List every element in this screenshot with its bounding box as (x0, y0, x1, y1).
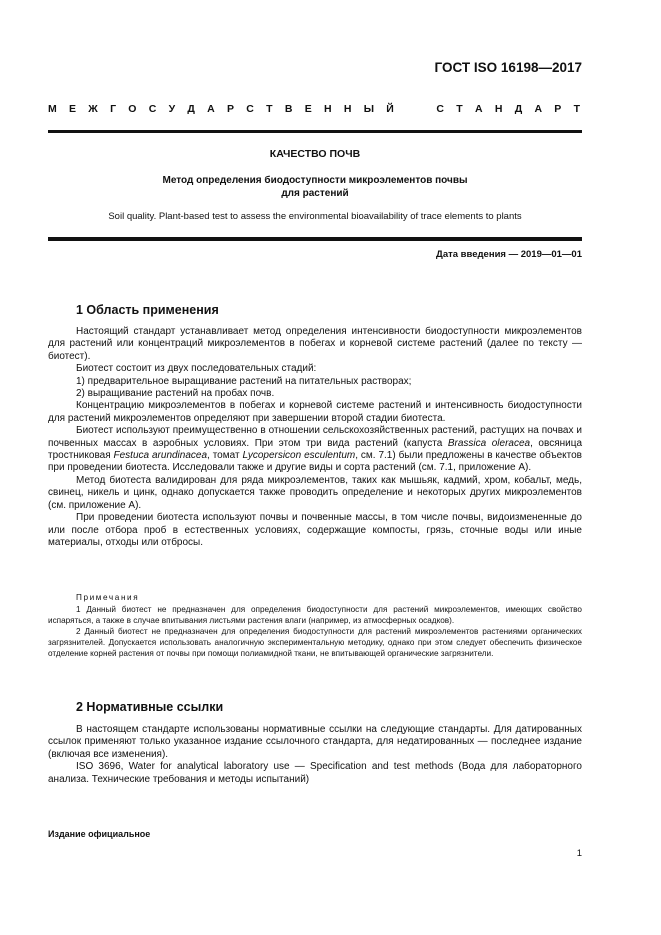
banner-letter: Р (227, 103, 235, 115)
edition-note: Издание официальное (48, 829, 151, 839)
species-name: Festuca arundinacea (113, 450, 208, 462)
document-code: ГОСТ ISO 16198—2017 (434, 60, 582, 75)
banner-letter: М (48, 103, 57, 115)
introduction-date: Дата введения — 2019—01—01 (436, 249, 582, 260)
interstate-standard-banner (48, 103, 580, 115)
banner-letter: Ы (363, 103, 374, 115)
paragraph: ISO 3696, Water for analytical laboratory use — Specification and test methods (Вода для лабораторного анализа. Технические требования и методы испытаний) (48, 761, 582, 785)
banner-letter: Н (343, 103, 352, 115)
paragraph: В настоящем стандарте использованы нормативные ссылки на следующие стандарты. Для датированных ссылок применяют только указанное издание ссылочного стандарта, для недатированных — последнее издание (включая все изменения). (48, 724, 582, 760)
banner-letter: Е (69, 103, 77, 115)
section-2-body (48, 724, 582, 786)
subtitle-line-1: Метод определения биодоступности микроэлементов почвы (162, 175, 468, 186)
banner-letter: У (168, 103, 176, 115)
paragraph: Биотест состоит из двух последовательных стадий: (76, 363, 317, 375)
banner-letter: Й (386, 103, 394, 115)
banner-letter: Т (266, 103, 273, 115)
text-run: , см. 7.1) были предложены в качестве объектов при проведении биотеста. Исследовали также и другие виды и сорта растений (см. 7.1, приложение А). (48, 450, 582, 474)
standard-subtitle (48, 174, 582, 200)
species-name: Lycopersicon esculentum (242, 450, 356, 462)
banner-letter: В (284, 103, 293, 115)
list-item: 1) предварительное выращивание растений на питательных растворах; (76, 375, 412, 387)
paragraph: При проведении биотеста используют почвы и почвенные массы, в том числе почвы, видоизмененные до или после отбора проб в естественных условиях, содержащие компосты, грязь, сточные воды или иные материалы, отходы или отбросы. (48, 512, 582, 548)
banner-letter: А (474, 103, 483, 115)
banner-letter: А (534, 103, 543, 115)
text-run: Биотест используют преимущественно в отношении сельскохозяйственных растений, растущих на почвах и почвенных массах в аэробных условиях. При этом три вида растений (капуста (48, 425, 582, 449)
banner-letter: Д (187, 103, 195, 115)
notes-block (48, 592, 582, 659)
section-2-heading: 2 Нормативные ссылки (76, 700, 224, 714)
section-1-body (48, 326, 582, 549)
section-1-heading: 1 Область применения (76, 303, 219, 317)
banner-letter: С (436, 103, 445, 115)
list-item: 2) выращивание растений на пробах почв. (76, 388, 275, 400)
banner-letter (421, 103, 424, 115)
species-name: Brassica oleracea (447, 437, 531, 449)
subtitle-line-2: для растений (281, 188, 349, 199)
notes-title: Примечания (76, 593, 140, 602)
banner-letter: О (128, 103, 137, 115)
banner-letter: Р (554, 103, 562, 115)
bottom-rule (48, 237, 582, 241)
paragraph (48, 425, 582, 475)
banner-letter: С (148, 103, 157, 115)
paragraph: Концентрацию микроэлементов в побегах и корневой системе растений и интенсивность биодоступности для растений микроэлементов определяют при завершении второй стадии биотеста. (48, 400, 582, 424)
paragraph: Метод биотеста валидирован для ряда микроэлементов, таких как мышьяк, кадмий, хром, кобальт, медь, свинец, никель и цинк, однако допускается также проводить определение и некоторых других микроэлементов (см. приложение А). (48, 474, 582, 511)
standard-title: КАЧЕСТВО ПОЧВ (269, 148, 361, 160)
banner-letter: Т (573, 103, 580, 115)
paragraph: Настоящий стандарт устанавливает метод определения интенсивности биодоступности микроэлементов для растений или концентраций микроэлементов в побегах и корневой системе растений (далее по тексту — биотест). (48, 326, 582, 362)
banner-letter: А (207, 103, 215, 115)
banner-letter: Н (494, 103, 503, 115)
banner-letter: Г (110, 103, 117, 115)
banner-letter: Т (456, 103, 463, 115)
banner-letter: Е (304, 103, 312, 115)
banner-letter (406, 103, 409, 115)
text-run: , томат (207, 450, 243, 462)
banner-letter: Д (514, 103, 523, 115)
banner-letter: Ж (88, 103, 98, 115)
note: 2 Данный биотест не предназначен для определения биодоступности для растений микроэлементов растениями органических загрязнителей. Допускается использовать аналогичную экспериментальную методику, однако при этом следует обеспечить физическое отделение корней растения от почвы при помощи полиамидной ткани, не впитывающей органические загрязнители. (48, 627, 582, 658)
page-number: 1 (576, 848, 582, 859)
text-run: , овсяница тростниковая (48, 437, 583, 462)
banner-letter: Н (323, 103, 332, 115)
top-rule (48, 130, 582, 133)
note: 1 Данный биотест не предназначен для определения биодоступности для растений микроэлементов, имеющих свойство испаряться, а также в случае впитывания листьями растения влаги (например, из атмосферных осадков). (48, 605, 582, 625)
english-title: Soil quality. Plant-based test to assess the environmental bioavailability of trace elements to plants (108, 211, 522, 222)
banner-letter: С (246, 103, 254, 115)
